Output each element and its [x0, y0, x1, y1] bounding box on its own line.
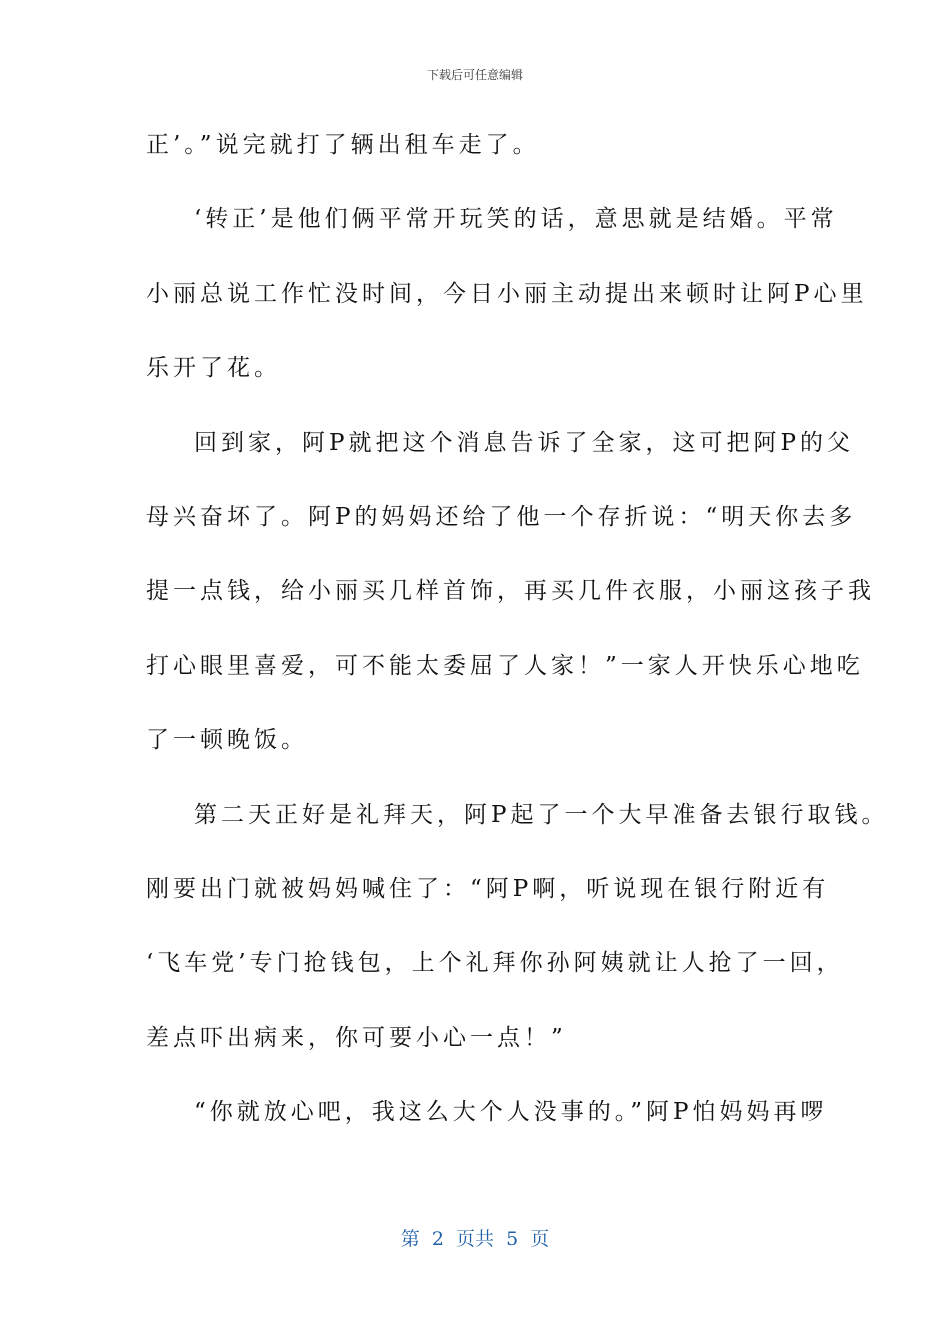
text-line-3: 小丽总说工作忙没时间，今日小丽主动提出来顿时让阿P心里 — [146, 280, 868, 307]
text-line-10: 第二天正好是礼拜天，阿P起了一个大早准备去银行取钱。 — [194, 801, 889, 828]
text-line-13: 差点吓出病来，你可要小心一点！” — [146, 1024, 567, 1051]
page-number-footer: 第 2 页共 5 页 — [400, 1228, 550, 1250]
text-line-5: 回到家，阿P就把这个消息告诉了全家，这可把阿P的父 — [194, 429, 854, 456]
text-line-12: ‘飞车党’专门抢钱包，上个礼拜你孙阿姨就让人抢了一回， — [146, 950, 844, 977]
text-line-14: “你就放心吧，我这么大个人没事的。”阿P怕妈妈再啰 — [194, 1099, 828, 1126]
text-line-4: 乐开了花。 — [146, 355, 281, 382]
text-line-1: 正’。”说完就打了辆出租车走了。 — [146, 132, 540, 158]
text-line-11: 刚要出门就被妈妈喊住了：“阿P啊，听说现在银行附近有 — [146, 875, 830, 902]
text-line-7: 提一点钱，给小丽买几样首饰，再买几件衣服，小丽这孩子我 — [146, 578, 875, 605]
text-line-6: 母兴奋坏了。阿P的妈妈还给了他一个存折说：“明天你去多 — [146, 503, 857, 530]
text-line-8: 打心眼里喜爱，可不能太委屈了人家！”一家人开快乐心地吃 — [146, 652, 864, 679]
page-header-note: 下载后可任意编辑 — [426, 68, 523, 82]
text-line-2: ‘转正’是他们俩平常开玩笑的话，意思就是结婚。平常 — [194, 206, 838, 233]
document-body — [146, 118, 889, 1159]
text-line-9: 了一顿晚饭。 — [146, 727, 308, 754]
